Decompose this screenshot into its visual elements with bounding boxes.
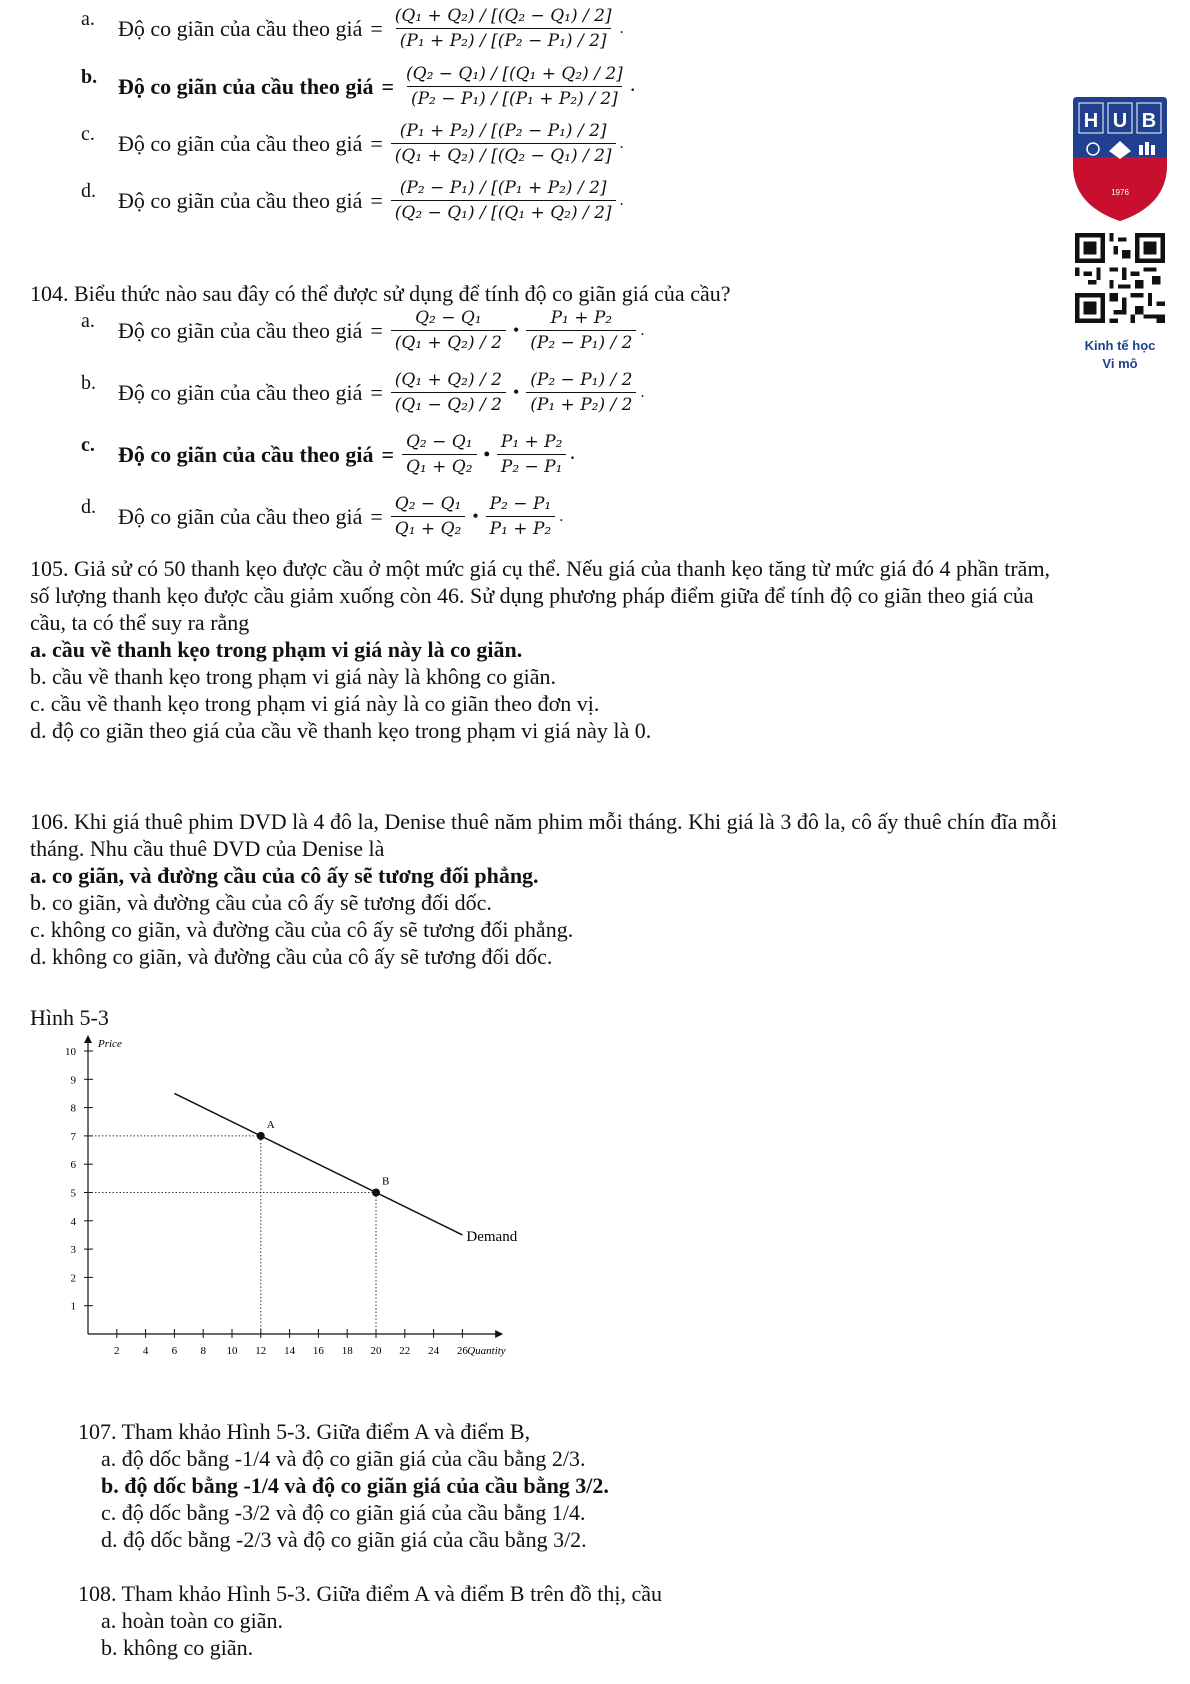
q103-d-letter: d. <box>81 180 96 202</box>
q106-option-b: b. co giãn, và đường cầu của cô ấy sẽ tương đối dốc. <box>30 890 492 915</box>
q105-option-d: d. độ co giãn theo giá của cầu về thanh kẹo trong phạm vi giá này là 0. <box>30 718 652 743</box>
demand-curve <box>174 1093 462 1235</box>
fraction-numerator: Q₂ − Q₁ <box>406 432 473 452</box>
hub-logo <box>1065 95 1175 371</box>
fraction-denominator: Q₁ + Q₂ <box>391 516 466 539</box>
x-tick-label: 14 <box>284 1345 296 1357</box>
q107-option-b: b. độ dốc bằng -1/4 và độ co giãn giá của cầu bằng 3/2. <box>101 1473 609 1498</box>
q107-option-a: a. độ dốc bằng -1/4 và độ co giãn giá của cầu bằng 2/3. <box>101 1446 586 1471</box>
y-axis-arrow-icon <box>84 1035 92 1043</box>
qr-code-icon <box>1075 233 1165 323</box>
fraction-numerator: (P₂ − P₁) / 2 <box>530 370 633 390</box>
x-tick-label: 2 <box>114 1345 120 1357</box>
q107-option-c: c. độ dốc bằng -3/2 và độ co giãn giá của cầu bằng 1/4. <box>101 1500 586 1525</box>
logo-letter-b: B <box>1141 110 1157 132</box>
point-label-b: B <box>382 1175 390 1188</box>
q108-question: 108. Tham khảo Hình 5-3. Giữa điểm A và điểm B trên đồ thị, cầu <box>78 1581 663 1606</box>
fraction-numerator: Q₂ − Q₁ <box>394 494 462 514</box>
fraction-numerator: P₂ − P₁ <box>489 494 552 514</box>
x-tick-label: 8 <box>200 1345 206 1357</box>
x-tick-label: 16 <box>312 1345 324 1357</box>
fraction-denominator: (P₂ − P₁) / [(P₁ + P₂) / 2] <box>407 86 622 109</box>
q106-question-line: 106. Khi giá thuê phim DVD là 4 đô la, Denise thuê năm phim mỗi tháng. Khi giá là 3 đô la, cô ấy thuê chín đĩa mỗi <box>30 809 1058 834</box>
y-tick-label: 3 <box>70 1244 76 1257</box>
q105-option-c: c. cầu về thanh kẹo trong phạm vi giá này là co giãn theo đơn vị. <box>30 691 600 716</box>
x-tick-label: 4 <box>142 1345 149 1357</box>
logo-letter-h: H <box>1083 110 1099 132</box>
y-tick-label: 7 <box>70 1130 76 1143</box>
y-tick-label: 9 <box>70 1074 76 1087</box>
fraction-numerator: (P₂ − P₁) / [(P₁ + P₂) / 2] <box>399 178 607 198</box>
formula-lhs: Độ co giãn của cầu theo giá <box>118 73 374 99</box>
point-b <box>372 1189 380 1197</box>
hub-shield-icon <box>1065 95 1175 225</box>
fraction-denominator: (Q₁ + Q₂) / 2 <box>391 330 506 353</box>
x-tick-label: 20 <box>370 1345 382 1357</box>
formula-lhs: Độ co giãn của cầu theo giá <box>118 187 363 213</box>
q104-a-formula: Độ co giãn của cầu theo giá = $\frac{\text{Q₂ − Q₁}}{\text{(Q₁ + Q₂) / 2}}$ • $\frac{\text{P₁ + P₂}}{\text{(P₂ − P₁) / 2}}$ . <box>118 308 645 353</box>
logo-caption-line1: Kinh tế học <box>1084 338 1156 353</box>
x-axis-label: Quantity <box>467 1345 506 1357</box>
q103-c-letter: c. <box>81 123 95 145</box>
fraction-numerator: (Q₁ + Q₂) / 2 <box>394 370 502 390</box>
logo-letter-u: U <box>1112 110 1128 132</box>
q103-a-formula: Độ co giãn của cầu theo giá = $\frac{\text{(Q₁ + Q₂) / [(Q₂ − Q₁) / 2]}}{\text{(P₁ + P₂) / [(P₂ − P₁) / 2]}}$ . <box>118 6 624 51</box>
formula-lhs: Độ co giãn của cầu theo giá <box>118 503 363 529</box>
formula-lhs: Độ co giãn của cầu theo giá <box>118 317 363 343</box>
x-tick-label: 6 <box>171 1345 178 1357</box>
q106-block <box>30 808 1057 970</box>
y-tick-label: 5 <box>70 1187 76 1200</box>
fraction-numerator: (Q₂ − Q₁) / [(Q₁ + Q₂) / 2] <box>406 64 623 84</box>
y-tick-label: 1 <box>70 1300 76 1313</box>
q104-c-formula: Độ co giãn của cầu theo giá = $\frac{\text{Q₂ − Q₁}}{\text{Q₁ + Q₂}}$ • $\frac{\text{P₁ + P₂}}{\text{P₂ − P₁}}$ . <box>118 432 575 477</box>
q106-option-d: d. không co giãn, và đường cầu của cô ấy sẽ tương đối dốc. <box>30 944 553 969</box>
q105-question-line: số lượng thanh kẹo được cầu giảm xuống còn 46. Sử dụng phương pháp điểm giữa để tính độ co giãn theo giá của <box>30 583 1034 608</box>
q108-option-a: a. hoàn toàn co giãn. <box>101 1608 284 1633</box>
formula-lhs: Độ co giãn của cầu theo giá <box>118 15 363 41</box>
q103-b-letter: b. <box>81 66 98 88</box>
q106-option-a: a. co giãn, và đường cầu của cô ấy sẽ tương đối phẳng. <box>30 863 539 888</box>
logo-caption-line2: Vi mô <box>1102 356 1138 371</box>
q107-question: 107. Tham khảo Hình 5-3. Giữa điểm A và điểm B, <box>78 1419 531 1444</box>
fraction-denominator: P₁ + P₂ <box>486 516 556 539</box>
q103-b-formula: Độ co giãn của cầu theo giá = $\frac{\text{(Q₂ − Q₁) / [(Q₁ + Q₂) / 2]}}{\text{(P₂ − P₁) / [(P₁ + P₂) / 2]}}$ . <box>118 64 635 109</box>
demand-curve-label: Demand <box>466 1228 518 1245</box>
x-tick-label: 22 <box>399 1345 411 1357</box>
fraction-numerator: (P₁ + P₂) / [(P₂ − P₁) / 2] <box>399 121 607 141</box>
point-label-a: A <box>266 1118 275 1131</box>
fraction-numerator: P₁ + P₂ <box>500 432 563 452</box>
q108-option-b: b. không co giãn. <box>101 1635 254 1660</box>
q105-option-b: b. cầu về thanh kẹo trong phạm vi giá này là không co giãn. <box>30 664 557 689</box>
x-tick-label: 24 <box>428 1345 440 1357</box>
figure-caption: Hình 5-3 <box>30 1005 109 1030</box>
q104-b-letter: b. <box>81 372 96 394</box>
fraction-numerator: (Q₁ + Q₂) / [(Q₂ − Q₁) / 2] <box>394 6 612 26</box>
q104-a-letter: a. <box>81 310 95 332</box>
fraction-denominator: (Q₁ + Q₂) / [(Q₂ − Q₁) / 2] <box>391 143 616 166</box>
fraction-numerator: P₁ + P₂ <box>550 308 613 328</box>
x-tick-label: 18 <box>341 1345 353 1357</box>
demand-chart <box>40 1030 580 1360</box>
q104-b-formula: Độ co giãn của cầu theo giá = $\frac{\text{(Q₁ + Q₂) / 2}}{\text{(Q₁ − Q₂) / 2}}$ • $\frac{\text{(P₂ − P₁) / 2}}{\text{(P₁ + P₂) / 2}}$ . <box>118 370 645 415</box>
fraction-denominator: Q₁ + Q₂ <box>402 454 477 477</box>
q104-c-letter: c. <box>81 434 95 456</box>
x-tick-label: 26 <box>456 1345 468 1357</box>
x-tick-label: 10 <box>226 1345 238 1357</box>
point-a <box>257 1132 265 1140</box>
q106-option-c: c. không co giãn, và đường cầu của cô ấy sẽ tương đối phẳng. <box>30 917 574 942</box>
q103-a-letter: a. <box>81 8 95 30</box>
x-tick-label: 12 <box>255 1345 267 1357</box>
q103-c-formula: Độ co giãn của cầu theo giá = $\frac{\text{(P₁ + P₂) / [(P₂ − P₁) / 2]}}{\text{(Q₁ + Q₂) / [(Q₂ − Q₁) / 2]}}$ . <box>118 121 624 166</box>
fraction-denominator: (P₁ + P₂) / [(P₂ − P₁) / 2] <box>396 28 611 51</box>
y-tick-label: 8 <box>70 1102 76 1115</box>
q104-d-letter: d. <box>81 496 96 518</box>
formula-lhs: Độ co giãn của cầu theo giá <box>118 379 363 405</box>
fraction-denominator: (P₂ − P₁) / 2 <box>526 330 636 353</box>
q104-d-formula: Độ co giãn của cầu theo giá = $\frac{\text{Q₂ − Q₁}}{\text{Q₁ + Q₂}}$ • $\frac{\text{P₂ − P₁}}{\text{P₁ + P₂}}$ . <box>118 494 564 539</box>
y-tick-label: 6 <box>70 1159 76 1172</box>
fraction-denominator: (Q₂ − Q₁) / [(Q₁ + Q₂) / 2] <box>391 200 616 223</box>
formula-lhs: Độ co giãn của cầu theo giá <box>118 130 363 156</box>
y-axis-label: Price <box>98 1038 122 1050</box>
q105-option-a: a. cầu về thanh kẹo trong phạm vi giá này là co giãn. <box>30 637 523 662</box>
y-tick-label: 2 <box>70 1272 76 1285</box>
q106-question-line: tháng. Nhu cầu thuê DVD của Denise là <box>30 836 385 861</box>
formula-lhs: Độ co giãn của cầu theo giá <box>118 441 374 467</box>
y-tick-label: 4 <box>70 1215 76 1228</box>
y-tick-label: 10 <box>65 1046 76 1058</box>
q103-d-formula: Độ co giãn của cầu theo giá = $\frac{\text{(P₂ − P₁) / [(P₁ + P₂) / 2]}}{\text{(Q₂ − Q₁) / [(Q₁ + Q₂) / 2]}}$ . <box>118 178 624 223</box>
q107-option-d: d. độ dốc bằng -2/3 và độ co giãn giá của cầu bằng 3/2. <box>101 1527 587 1552</box>
fraction-denominator: (P₁ + P₂) / 2 <box>526 392 636 415</box>
q105-question-line: cầu, ta có thể suy ra rằng <box>30 610 250 635</box>
fraction-denominator: P₂ − P₁ <box>497 454 567 477</box>
logo-year: 1976 <box>1111 188 1129 197</box>
fraction-denominator: (Q₁ − Q₂) / 2 <box>391 392 506 415</box>
q105-block <box>30 555 1050 744</box>
x-axis-arrow-icon <box>495 1330 503 1338</box>
fraction-numerator: Q₂ − Q₁ <box>415 308 482 328</box>
q104-question: 104. Biểu thức nào sau đây có thể được sử dụng để tính độ co giãn giá của cầu? <box>30 281 731 306</box>
q105-question-line: 105. Giả sử có 50 thanh kẹo được cầu ở một mức giá cụ thể. Nếu giá của thanh kẹo tăng từ mức giá đó 4 phần trăm, <box>30 556 1051 581</box>
